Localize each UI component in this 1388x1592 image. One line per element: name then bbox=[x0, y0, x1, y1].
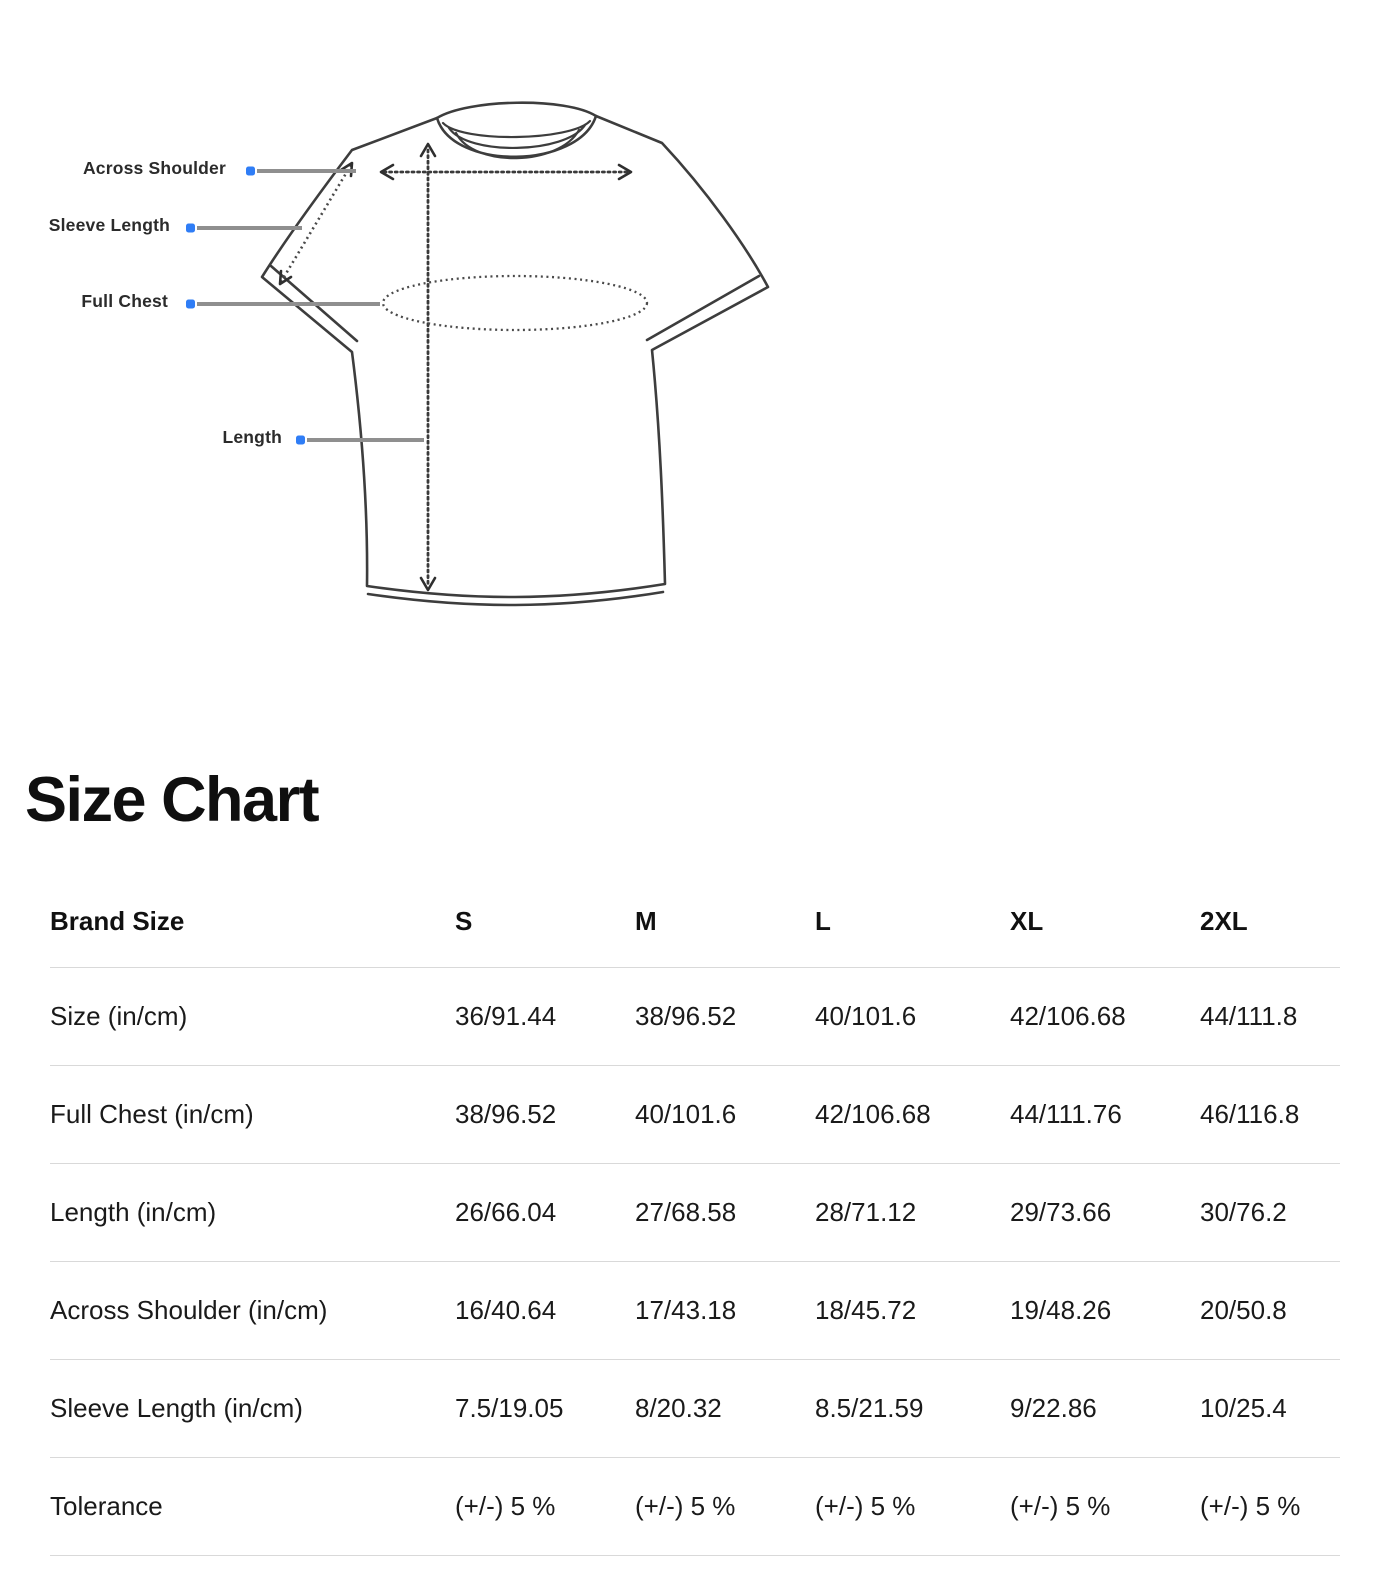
tshirt-line-art bbox=[0, 0, 820, 662]
cell: (+/-) 5 % bbox=[1200, 1458, 1340, 1556]
cell: 16/40.64 bbox=[455, 1262, 635, 1360]
diagram-label-sleeve-length: Sleeve Length bbox=[48, 215, 170, 235]
size-chart-table bbox=[50, 875, 1340, 1556]
cell: 44/111.8 bbox=[1200, 968, 1340, 1066]
row-label: Tolerance bbox=[50, 1458, 455, 1556]
col-header-xl: XL bbox=[1010, 905, 1044, 936]
row-label: Full Chest (in/cm) bbox=[50, 1066, 455, 1164]
diagram-label-length: Length bbox=[222, 427, 282, 447]
col-header-m: M bbox=[635, 905, 657, 936]
length-dot bbox=[296, 436, 305, 445]
cell: 42/106.68 bbox=[1010, 968, 1200, 1066]
tshirt-outline bbox=[262, 103, 768, 597]
table-row-tolerance bbox=[50, 1458, 1340, 1556]
across-shoulder-dot bbox=[246, 167, 255, 176]
cell: (+/-) 5 % bbox=[815, 1458, 1010, 1556]
cell: 29/73.66 bbox=[1010, 1164, 1200, 1262]
col-header-s: S bbox=[455, 905, 473, 936]
cell: 40/101.6 bbox=[815, 968, 1010, 1066]
cell: 38/96.52 bbox=[455, 1066, 635, 1164]
cell: 20/50.8 bbox=[1200, 1262, 1340, 1360]
cell: 42/106.68 bbox=[815, 1066, 1010, 1164]
row-label: Size (in/cm) bbox=[50, 968, 455, 1066]
cell: 7.5/19.05 bbox=[455, 1360, 635, 1458]
cell: 44/111.76 bbox=[1010, 1066, 1200, 1164]
cell: 26/66.04 bbox=[455, 1164, 635, 1262]
cell: 38/96.52 bbox=[635, 968, 815, 1066]
cell: 40/101.6 bbox=[635, 1066, 815, 1164]
cell: 8.5/21.59 bbox=[815, 1360, 1010, 1458]
diagram-label-full-chest: Full Chest bbox=[81, 291, 168, 311]
row-label: Length (in/cm) bbox=[50, 1164, 455, 1262]
row-label: Across Shoulder (in/cm) bbox=[50, 1262, 455, 1360]
table-row-size bbox=[50, 968, 1340, 1066]
table-row-sleeve-length bbox=[50, 1360, 1340, 1458]
table-row-across-shoulder bbox=[50, 1262, 1340, 1360]
cell: 17/43.18 bbox=[635, 1262, 815, 1360]
cell: 28/71.12 bbox=[815, 1164, 1010, 1262]
cell: (+/-) 5 % bbox=[455, 1458, 635, 1556]
full-chest-dot bbox=[186, 300, 195, 309]
row-label: Sleeve Length (in/cm) bbox=[50, 1360, 455, 1458]
cell: 36/91.44 bbox=[455, 968, 635, 1066]
cell: 30/76.2 bbox=[1200, 1164, 1340, 1262]
tshirt-measurement-diagram bbox=[0, 0, 1388, 662]
table-row-full-chest bbox=[50, 1066, 1340, 1164]
cell: (+/-) 5 % bbox=[635, 1458, 815, 1556]
cell: 9/22.86 bbox=[1010, 1360, 1200, 1458]
col-header-brand-size: Brand Size bbox=[50, 905, 185, 936]
table-row-length bbox=[50, 1164, 1340, 1262]
cell: 10/25.4 bbox=[1200, 1360, 1340, 1458]
page-title: Size Chart bbox=[25, 765, 319, 835]
cell: 18/45.72 bbox=[815, 1262, 1010, 1360]
sleeve-length-dot bbox=[186, 224, 195, 233]
cell: 19/48.26 bbox=[1010, 1262, 1200, 1360]
col-header-l: L bbox=[815, 905, 831, 936]
cell: 8/20.32 bbox=[635, 1360, 815, 1458]
diagram-label-across-shoulder: Across Shoulder bbox=[82, 158, 226, 178]
cell: 27/68.58 bbox=[635, 1164, 815, 1262]
cell: (+/-) 5 % bbox=[1010, 1458, 1200, 1556]
cell: 46/116.8 bbox=[1200, 1066, 1340, 1164]
col-header-2xl: 2XL bbox=[1200, 905, 1248, 936]
table-header-row bbox=[50, 875, 1340, 968]
